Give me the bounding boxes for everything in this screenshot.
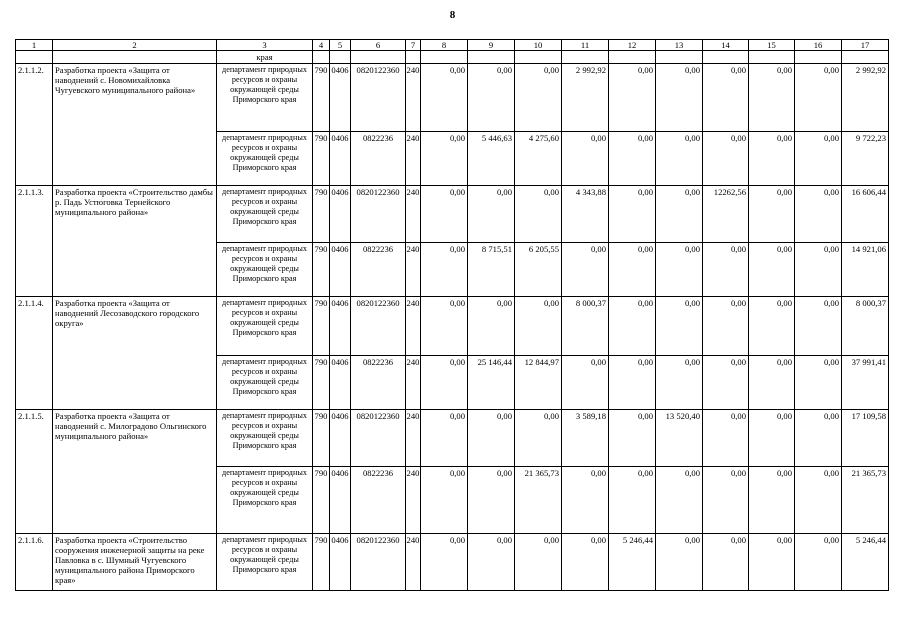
code-cell: 0406 [330, 186, 351, 243]
amount-cell: 0,00 [562, 534, 609, 591]
amount-cell: 0,00 [562, 467, 609, 534]
column-number-11: 11 [562, 40, 609, 51]
amount-cell: 0,00 [749, 534, 795, 591]
amount-cell: 0,00 [609, 243, 656, 297]
amount-cell: 0,00 [656, 534, 703, 591]
amount-cell: 0,00 [795, 410, 842, 467]
continuation-cell: края [217, 51, 313, 64]
column-number-row [16, 40, 889, 51]
amount-cell: 0,00 [749, 64, 795, 132]
column-number-2: 2 [53, 40, 217, 51]
code-cell: 0820122360 [351, 64, 406, 132]
amount-cell: 0,00 [468, 467, 515, 534]
code-cell: 0820122360 [351, 297, 406, 356]
entry-title: Разработка проекта «Защита от наводнений с. Новомихайловка Чугуевского муниципального района» [53, 64, 217, 186]
amount-cell: 0,00 [749, 186, 795, 243]
executor-cell: департамент природных ресурсов и охраны окружающей среды Приморского края [217, 186, 313, 243]
amount-cell: 0,00 [749, 297, 795, 356]
entry-title: Разработка проекта «Строительство сооружения инженерной защиты на реке Павловка в с. Шумный Чугуевского муниципального района Приморского края» [53, 534, 217, 591]
amount-cell: 0,00 [656, 186, 703, 243]
code-cell: 240 [406, 467, 421, 534]
table-row [16, 534, 889, 591]
amount-cell: 5 246,44 [609, 534, 656, 591]
amount-cell: 0,00 [468, 64, 515, 132]
budget-table [15, 39, 889, 591]
amount-cell: 0,00 [795, 243, 842, 297]
amount-cell: 0,00 [421, 297, 468, 356]
amount-cell: 0,00 [562, 356, 609, 410]
amount-cell: 16 606,44 [842, 186, 889, 243]
column-number-6: 6 [351, 40, 406, 51]
amount-cell: 0,00 [421, 534, 468, 591]
table-row [16, 297, 889, 356]
amount-cell: 0,00 [609, 297, 656, 356]
amount-cell: 9 722,23 [842, 132, 889, 186]
amount-cell: 13 520,40 [656, 410, 703, 467]
amount-cell: 0,00 [609, 410, 656, 467]
amount-cell: 0,00 [749, 132, 795, 186]
amount-cell: 12262,56 [703, 186, 749, 243]
executor-cell: департамент природных ресурсов и охраны окружающей среды Приморского края [217, 132, 313, 186]
code-cell: 790 [313, 64, 330, 132]
table-row [16, 410, 889, 467]
amount-cell: 0,00 [468, 534, 515, 591]
entry-title: Разработка проекта «Защита от наводнений Лесозаводского городского округа» [53, 297, 217, 410]
amount-cell: 0,00 [609, 356, 656, 410]
column-number-10: 10 [515, 40, 562, 51]
code-cell: 0820122360 [351, 410, 406, 467]
amount-cell: 2 992,92 [842, 64, 889, 132]
code-cell: 790 [313, 132, 330, 186]
executor-cell: департамент природных ресурсов и охраны окружающей среды Приморского края [217, 243, 313, 297]
executor-cell: департамент природных ресурсов и охраны окружающей среды Приморского края [217, 356, 313, 410]
column-number-17: 17 [842, 40, 889, 51]
column-number-8: 8 [421, 40, 468, 51]
amount-cell: 0,00 [609, 467, 656, 534]
amount-cell: 0,00 [749, 243, 795, 297]
code-cell: 0822236 [351, 243, 406, 297]
column-number-5: 5 [330, 40, 351, 51]
amount-cell: 0,00 [795, 297, 842, 356]
code-cell: 0820122360 [351, 186, 406, 243]
amount-cell: 0,00 [515, 186, 562, 243]
amount-cell: 37 991,41 [842, 356, 889, 410]
code-cell: 790 [313, 243, 330, 297]
code-cell: 0822236 [351, 467, 406, 534]
column-number-13: 13 [656, 40, 703, 51]
amount-cell: 0,00 [795, 186, 842, 243]
amount-cell: 14 921,06 [842, 243, 889, 297]
amount-cell: 0,00 [468, 297, 515, 356]
table-row [16, 186, 889, 243]
amount-cell: 0,00 [468, 410, 515, 467]
amount-cell: 0,00 [703, 356, 749, 410]
code-cell: 0822236 [351, 132, 406, 186]
amount-cell: 17 109,58 [842, 410, 889, 467]
amount-cell: 0,00 [515, 297, 562, 356]
amount-cell: 0,00 [515, 534, 562, 591]
code-cell: 0406 [330, 534, 351, 591]
entry-id: 2.1.1.5. [16, 410, 53, 534]
continuation-row [16, 51, 889, 64]
amount-cell: 3 589,18 [562, 410, 609, 467]
amount-cell: 0,00 [703, 467, 749, 534]
column-number-7: 7 [406, 40, 421, 51]
executor-cell: департамент природных ресурсов и охраны окружающей среды Приморского края [217, 467, 313, 534]
amount-cell: 4 275,60 [515, 132, 562, 186]
amount-cell: 0,00 [468, 186, 515, 243]
entry-id: 2.1.1.4. [16, 297, 53, 410]
amount-cell: 12 844,97 [515, 356, 562, 410]
amount-cell: 0,00 [515, 64, 562, 132]
amount-cell: 0,00 [421, 132, 468, 186]
amount-cell: 8 715,51 [468, 243, 515, 297]
entry-id: 2.1.1.3. [16, 186, 53, 297]
amount-cell: 0,00 [656, 297, 703, 356]
amount-cell: 0,00 [703, 132, 749, 186]
amount-cell: 0,00 [609, 64, 656, 132]
amount-cell: 0,00 [703, 243, 749, 297]
code-cell: 240 [406, 410, 421, 467]
amount-cell: 6 205,55 [515, 243, 562, 297]
table-row [16, 64, 889, 132]
amount-cell: 21 365,73 [515, 467, 562, 534]
entry-id: 2.1.1.2. [16, 64, 53, 186]
amount-cell: 0,00 [421, 243, 468, 297]
code-cell: 0406 [330, 356, 351, 410]
amount-cell: 0,00 [795, 132, 842, 186]
amount-cell: 0,00 [421, 64, 468, 132]
amount-cell: 0,00 [609, 132, 656, 186]
code-cell: 240 [406, 186, 421, 243]
amount-cell: 0,00 [515, 410, 562, 467]
column-number-3: 3 [217, 40, 313, 51]
amount-cell: 0,00 [421, 410, 468, 467]
code-cell: 790 [313, 467, 330, 534]
code-cell: 0406 [330, 243, 351, 297]
code-cell: 0406 [330, 297, 351, 356]
amount-cell: 4 343,88 [562, 186, 609, 243]
column-number-1: 1 [16, 40, 53, 51]
column-number-12: 12 [609, 40, 656, 51]
amount-cell: 0,00 [749, 410, 795, 467]
amount-cell: 0,00 [795, 467, 842, 534]
code-cell: 240 [406, 534, 421, 591]
executor-cell: департамент природных ресурсов и охраны окружающей среды Приморского края [217, 534, 313, 591]
amount-cell: 5 446,63 [468, 132, 515, 186]
entry-title: Разработка проекта «Строительство дамбы р. Падь Устюговка Тернейского муниципального района» [53, 186, 217, 297]
code-cell: 0406 [330, 467, 351, 534]
executor-cell: департамент природных ресурсов и охраны окружающей среды Приморского края [217, 297, 313, 356]
column-number-14: 14 [703, 40, 749, 51]
column-number-9: 9 [468, 40, 515, 51]
code-cell: 240 [406, 243, 421, 297]
code-cell: 0406 [330, 64, 351, 132]
amount-cell: 0,00 [609, 186, 656, 243]
amount-cell: 0,00 [703, 534, 749, 591]
entry-id: 2.1.1.6. [16, 534, 53, 591]
column-number-15: 15 [749, 40, 795, 51]
column-number-4: 4 [313, 40, 330, 51]
amount-cell: 0,00 [421, 356, 468, 410]
executor-cell: департамент природных ресурсов и охраны окружающей среды Приморского края [217, 64, 313, 132]
code-cell: 0406 [330, 410, 351, 467]
amount-cell: 0,00 [795, 356, 842, 410]
code-cell: 240 [406, 356, 421, 410]
amount-cell: 0,00 [703, 297, 749, 356]
code-cell: 790 [313, 534, 330, 591]
amount-cell: 0,00 [562, 132, 609, 186]
amount-cell: 0,00 [656, 64, 703, 132]
entry-title: Разработка проекта «Защита от наводнений с. Милоградово Ольгинского муниципального района» [53, 410, 217, 534]
code-cell: 0822236 [351, 356, 406, 410]
amount-cell: 25 146,44 [468, 356, 515, 410]
amount-cell: 0,00 [795, 64, 842, 132]
code-cell: 790 [313, 356, 330, 410]
amount-cell: 0,00 [656, 467, 703, 534]
amount-cell: 8 000,37 [842, 297, 889, 356]
code-cell: 240 [406, 297, 421, 356]
amount-cell: 0,00 [656, 243, 703, 297]
code-cell: 790 [313, 186, 330, 243]
code-cell: 240 [406, 64, 421, 132]
amount-cell: 0,00 [795, 534, 842, 591]
amount-cell: 0,00 [703, 64, 749, 132]
page-number: 8 [449, 9, 456, 21]
amount-cell: 0,00 [656, 356, 703, 410]
code-cell: 0820122360 [351, 534, 406, 591]
amount-cell: 0,00 [656, 132, 703, 186]
code-cell: 0406 [330, 132, 351, 186]
executor-cell: департамент природных ресурсов и охраны окружающей среды Приморского края [217, 410, 313, 467]
amount-cell: 0,00 [421, 467, 468, 534]
amount-cell: 0,00 [421, 186, 468, 243]
amount-cell: 21 365,73 [842, 467, 889, 534]
code-cell: 240 [406, 132, 421, 186]
table-body [16, 40, 889, 591]
amount-cell: 0,00 [703, 410, 749, 467]
code-cell: 790 [313, 410, 330, 467]
column-number-16: 16 [795, 40, 842, 51]
amount-cell: 0,00 [749, 356, 795, 410]
amount-cell: 0,00 [749, 467, 795, 534]
amount-cell: 5 246,44 [842, 534, 889, 591]
amount-cell: 0,00 [562, 243, 609, 297]
amount-cell: 2 992,92 [562, 64, 609, 132]
code-cell: 790 [313, 297, 330, 356]
amount-cell: 8 000,37 [562, 297, 609, 356]
